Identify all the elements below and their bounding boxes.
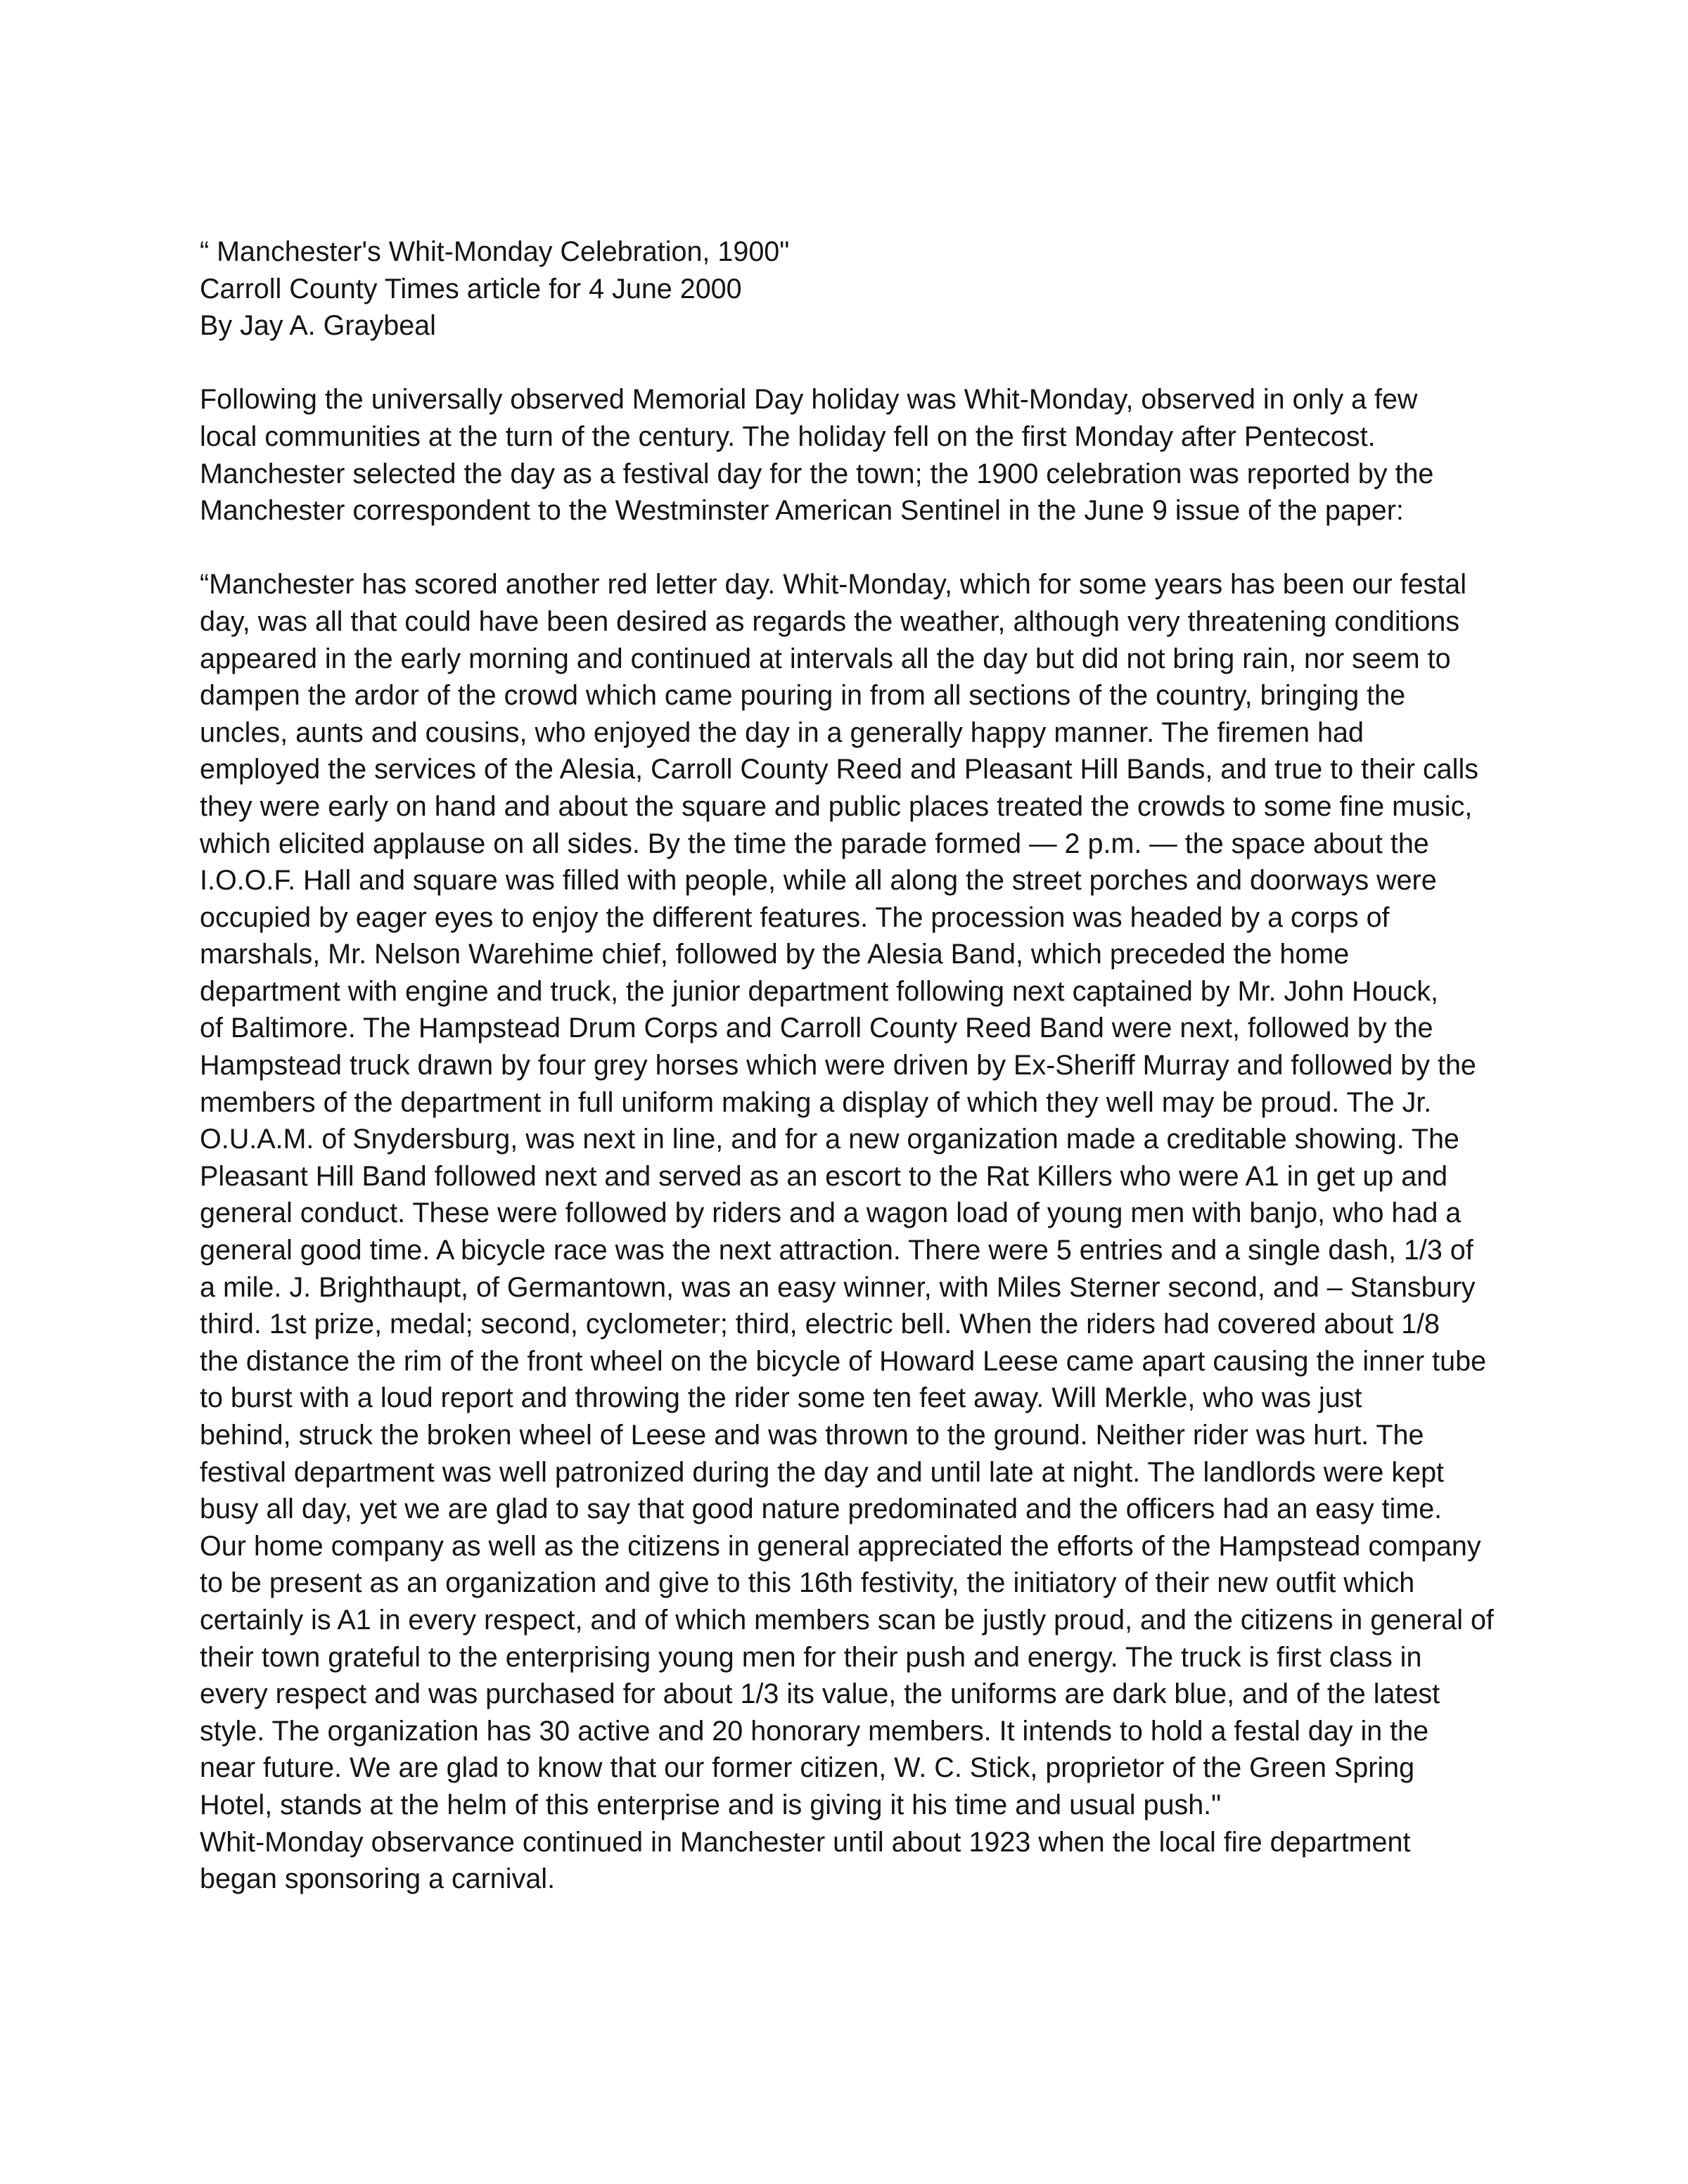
paragraph-line: O.U.A.M. of Snydersburg, was next in line, and for a new organization made a creditable showing. The: [200, 1124, 1459, 1155]
paragraph-line: began sponsoring a carnival.: [200, 1863, 556, 1895]
paragraph-line: every respect and was purchased for about 1/3 its value, the uniforms are dark blue, and of the latest: [200, 1678, 1440, 1710]
paragraph-line: day, was all that could have been desired as regards the weather, although very threatening conditions: [200, 605, 1460, 637]
paragraph-line: Pleasant Hill Band followed next and served as an escort to the Rat Killers who were A1 in get up and: [200, 1160, 1448, 1192]
paragraph-line: of Baltimore. The Hampstead Drum Corps and Carroll County Reed Band were next, followed by the: [200, 1013, 1433, 1044]
paragraph-line: the distance the rim of the front wheel on the bicycle of Howard Leese came apart causing the inner tube: [200, 1345, 1487, 1377]
paragraph-line: to burst with a loud report and throwing the rider some ten feet away. Will Merkle, who was just: [200, 1382, 1362, 1414]
article-title: “ Manchester's Whit-Monday Celebration, 1900": [200, 236, 790, 267]
paragraph-gap: [200, 529, 1522, 567]
paragraph-line: “Manchester has scored another red letter day. Whit-Monday, which for some years has been our festal: [200, 569, 1467, 600]
article-body: [200, 233, 1522, 1898]
closing-paragraph: [200, 1824, 1522, 1898]
byline: By Jay A. Graybeal: [200, 310, 436, 342]
paragraph-line: Manchester selected the day as a festival day for the town; the 1900 celebration was reported by the: [200, 458, 1434, 489]
paragraph-line: certainly is A1 in every respect, and of which members scan be justly proud, and the citizens in general of: [200, 1604, 1494, 1636]
paragraph-line: general good time. A bicycle race was the next attraction. There were 5 entries and a single dash, 1/3 of: [200, 1235, 1473, 1266]
paragraph-line: which elicited applause on all sides. By the time the parade formed — 2 p.m. — the space about the: [200, 828, 1429, 859]
paragraph-line: Hampstead truck drawn by four grey horses which were driven by Ex-Sheriff Murray and followed by the: [200, 1050, 1476, 1081]
paragraph-line: Whit-Monday observance continued in Manchester until about 1923 when the local fire department: [200, 1826, 1411, 1858]
intro-paragraph: [200, 381, 1522, 529]
paragraph-line: Our home company as well as the citizens in general appreciated the efforts of the Hampstead company: [200, 1530, 1481, 1562]
paragraph-line: Hotel, stands at the helm of this enterprise and is giving it his time and usual push.": [200, 1789, 1222, 1820]
paragraph-line: local communities at the turn of the century. The holiday fell on the first Monday after Pentecost.: [200, 420, 1376, 452]
paragraph-line: Manchester correspondent to the Westminster American Sentinel in the June 9 issue of the paper:: [200, 495, 1404, 527]
paragraph-line: uncles, aunts and cousins, who enjoyed the day in a generally happy manner. The firemen had: [200, 717, 1364, 748]
paragraph-gap: [200, 345, 1522, 382]
paragraph-line: third. 1st prize, medal; second, cyclometer; third, electric bell. When the riders had covered about 1/8: [200, 1309, 1440, 1340]
paragraph-line: a mile. J. Brighthaupt, of Germantown, was an easy winner, with Miles Sterner second, and – Stansbury: [200, 1271, 1476, 1303]
publication-line: Carroll County Times article for 4 June 2000: [200, 273, 742, 304]
paragraph-line: festival department was well patronized during the day and until late at night. The landlords were kept: [200, 1456, 1445, 1488]
paragraph-line: busy all day, yet we are glad to say that good nature predominated and the officers had an easy time.: [200, 1494, 1443, 1525]
paragraph-line: department with engine and truck, the junior department following next captained by Mr. John Houck,: [200, 975, 1438, 1007]
paragraph-line: dampen the ardor of the crowd which came pouring in from all sections of the country, bringing the: [200, 680, 1406, 712]
article-header: [200, 233, 1522, 345]
paragraph-line: occupied by eager eyes to enjoy the different features. The procession was headed by a corps of: [200, 901, 1390, 933]
paragraph-line: Following the universally observed Memorial Day holiday was Whit-Monday, observed in only a few: [200, 384, 1418, 416]
paragraph-line: style. The organization has 30 active and 20 honorary members. It intends to hold a festal day in the: [200, 1715, 1429, 1747]
paragraph-line: I.O.O.F. Hall and square was filled with people, while all along the street porches and doorways were: [200, 865, 1437, 897]
paragraph-line: appeared in the early morning and continued at intervals all the day but did not bring rain, nor seem to: [200, 643, 1451, 674]
paragraph-line: they were early on hand and about the square and public places treated the crowds to some fine music,: [200, 790, 1473, 822]
quoted-report-paragraph: [200, 566, 1522, 1823]
paragraph-line: employed the services of the Alesia, Carroll County Reed and Pleasant Hill Bands, and true to their calls: [200, 754, 1478, 785]
paragraph-line: marshals, Mr. Nelson Warehime chief, followed by the Alesia Band, which preceded the home: [200, 939, 1350, 970]
paragraph-line: behind, struck the broken wheel of Leese and was thrown to the ground. Neither rider was hurt. The: [200, 1420, 1424, 1451]
paragraph-line: to be present as an organization and give to this 16th festivity, the initiatory of their new outfit which: [200, 1567, 1415, 1599]
paragraph-line: their town grateful to the enterprising young men for their push and energy. The truck is first class in: [200, 1641, 1422, 1673]
paragraph-line: members of the department in full uniform making a display of which they well may be proud. The Jr.: [200, 1086, 1432, 1118]
paragraph-line: general conduct. These were followed by riders and a wagon load of young men with banjo, who had a: [200, 1197, 1462, 1229]
paragraph-line: near future. We are glad to know that our former citizen, W. C. Stick, proprietor of the Green Spring: [200, 1752, 1415, 1784]
